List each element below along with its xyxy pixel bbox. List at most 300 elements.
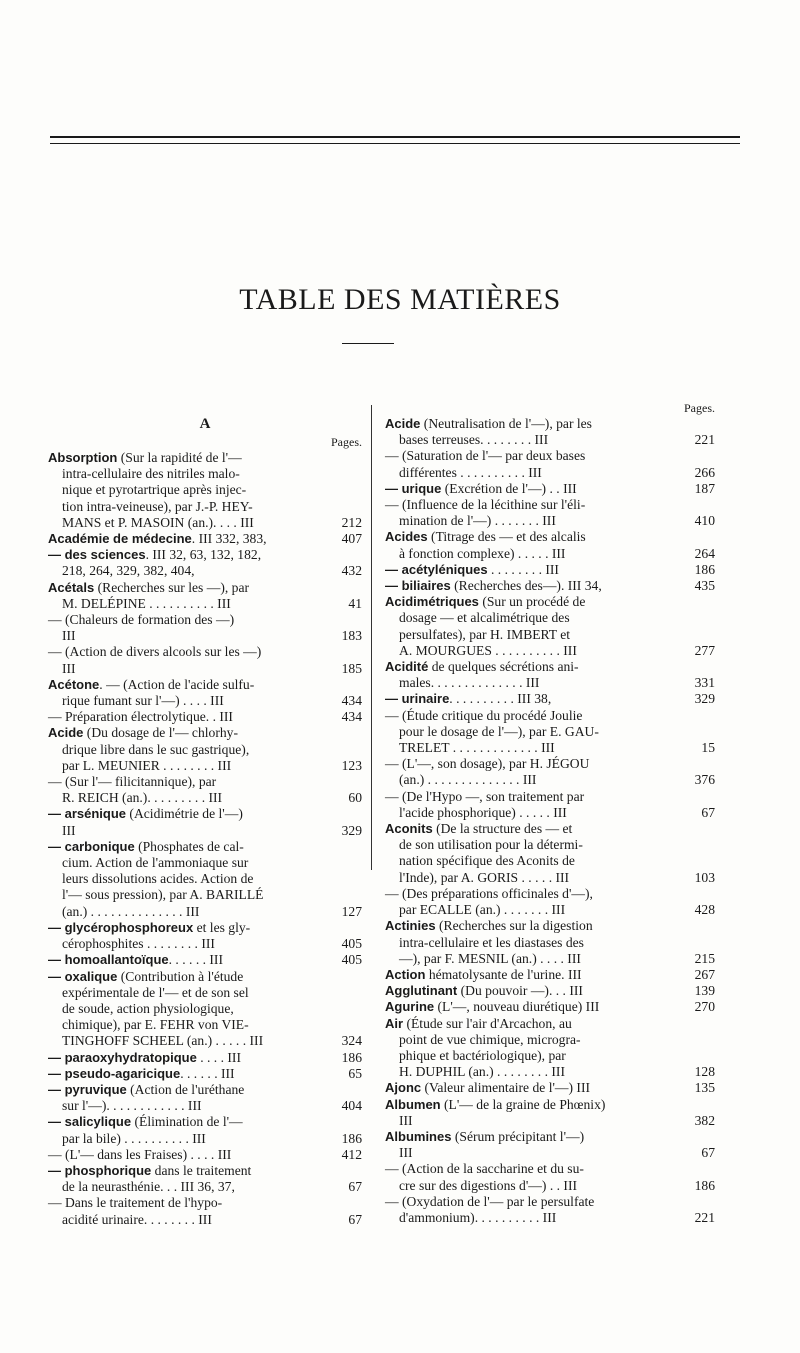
entry-text: phique et bactériologique), par xyxy=(399,1047,566,1063)
index-entry xyxy=(385,691,715,707)
entry-line xyxy=(48,952,310,968)
entry-text: intra-cellulaire des nitriles malo- xyxy=(62,466,240,482)
entry-text: III xyxy=(399,1112,413,1128)
page-number: 434 xyxy=(341,709,362,725)
entry-list xyxy=(385,416,715,1226)
index-entry xyxy=(385,562,715,578)
index-entry xyxy=(385,1194,715,1226)
entry-line xyxy=(385,481,663,497)
entry-text: (Recherches sur les —), par xyxy=(94,579,250,595)
entry-text: (Phosphates de cal- xyxy=(134,838,244,854)
page-number: 404 xyxy=(341,1098,362,1114)
entry-line xyxy=(48,742,310,758)
entry-line xyxy=(48,693,310,709)
entry-line xyxy=(48,904,310,920)
entry-line xyxy=(385,691,663,707)
index-entry xyxy=(48,1195,362,1227)
entry-text: (Sur la rapidité de l'— xyxy=(117,450,242,465)
entry-line xyxy=(385,1113,663,1129)
entry-text: TINGHOFF SCHEEL (an.) . . . . . III xyxy=(62,1033,264,1049)
entry-line xyxy=(48,1179,310,1195)
entry-text: de quelques sécrétions ani- xyxy=(428,659,579,675)
page-number: 67 xyxy=(348,1179,362,1195)
entry-text: III xyxy=(62,628,76,644)
index-entry xyxy=(385,594,715,659)
entry-line xyxy=(385,1032,663,1048)
index-entry xyxy=(385,497,715,529)
entry-text: —), par F. MESNIL (an.) . . . . III xyxy=(399,950,581,966)
entry-line xyxy=(385,983,663,999)
index-entry xyxy=(48,547,362,579)
entry-line xyxy=(385,935,663,951)
entry-line xyxy=(385,627,663,643)
entry-text: mination de l'—) . . . . . . . III xyxy=(399,513,556,529)
index-entry xyxy=(385,886,715,918)
index-entry xyxy=(48,450,362,531)
entry-text: TRELET . . . . . . . . . . . . . III xyxy=(399,740,555,756)
pages-header: Pages. xyxy=(684,401,715,415)
page-number: 67 xyxy=(701,804,715,820)
entry-text: par la bile) . . . . . . . . . . III xyxy=(62,1130,206,1146)
entry-line xyxy=(48,790,310,806)
index-entry xyxy=(385,1129,715,1161)
entry-text: . III 32, 63, 132, 182, xyxy=(145,547,262,563)
entry-line xyxy=(385,740,663,756)
entry-line xyxy=(48,1163,310,1179)
entry-keyword: Actinies xyxy=(385,918,436,934)
page-number: 331 xyxy=(694,675,715,691)
page-number: 135 xyxy=(694,1080,715,1096)
entry-text: — (Étude critique du procédé Joulie xyxy=(385,707,583,723)
page-number: 329 xyxy=(341,822,362,838)
entry-text: . . . . III xyxy=(196,1049,241,1065)
entry-text: et les gly- xyxy=(193,919,251,935)
title-underline xyxy=(342,343,394,344)
entry-keyword: Air xyxy=(385,1015,404,1031)
entry-line xyxy=(48,1066,310,1082)
entry-text: (Du pouvoir —). . . III xyxy=(457,983,583,999)
entry-line xyxy=(48,1033,310,1049)
index-entry xyxy=(48,1114,362,1146)
entry-keyword: — phosphorique xyxy=(48,1162,152,1178)
entry-keyword: — glycérophosphoreux xyxy=(48,919,194,935)
entry-text: III xyxy=(62,822,76,838)
entry-list xyxy=(48,450,362,1228)
entry-line xyxy=(385,659,663,675)
entry-line xyxy=(385,546,663,562)
page-number: 221 xyxy=(694,1209,715,1225)
index-entry xyxy=(385,999,715,1015)
index-entry xyxy=(385,967,715,983)
entry-line xyxy=(48,806,310,822)
entry-line xyxy=(48,1131,310,1147)
index-entry xyxy=(385,756,715,788)
entry-text: cium. Action de l'ammoniaque sur xyxy=(62,855,249,871)
entry-text: (Recherches sur la digestion xyxy=(435,918,593,934)
entry-text: — (L'— dans les Fraises) . . . . III xyxy=(48,1146,232,1162)
entry-line xyxy=(385,708,663,724)
entry-line xyxy=(385,594,663,610)
entry-line xyxy=(48,661,310,677)
entry-keyword: Acide xyxy=(48,725,84,741)
entry-text: R. REICH (an.). . . . . . . . . III xyxy=(62,790,223,806)
page-number: 405 xyxy=(341,936,362,952)
entry-line xyxy=(385,886,663,902)
entry-line xyxy=(385,513,663,529)
entry-line xyxy=(48,628,310,644)
entry-line xyxy=(48,871,310,887)
entry-line xyxy=(385,643,663,659)
entry-line xyxy=(385,1145,663,1161)
entry-line xyxy=(385,1097,663,1113)
entry-text: (Excrétion de l'—) . . III xyxy=(441,480,577,496)
entry-text: . . . . . . III xyxy=(168,952,223,968)
entry-keyword: — pseudo-agaricique xyxy=(48,1065,181,1081)
entry-text: — (L'—, son dosage), par H. JÉGOU xyxy=(385,756,590,772)
entry-text: (Recherches des—). III 34, xyxy=(450,578,602,594)
entry-text: tion intra-veineuse), par J.-P. HEY- xyxy=(62,498,253,514)
entry-text: (Du dosage de l'— chlorhy- xyxy=(83,725,238,741)
page-number: 432 xyxy=(341,563,362,579)
entry-text: (Élimination de l'— xyxy=(131,1114,243,1130)
entry-line xyxy=(385,999,663,1015)
page-number: 139 xyxy=(694,983,715,999)
entry-text: sur l'—). . . . . . . . . . . . III xyxy=(62,1098,202,1114)
entry-text: à fonction complexe) . . . . . III xyxy=(399,545,566,561)
page-number: 221 xyxy=(694,432,715,448)
entry-text: nation spécifique des Aconits de xyxy=(399,853,575,869)
entry-text: . III 332, 383, xyxy=(191,531,267,547)
section-letter: A xyxy=(199,416,211,432)
page-number: 382 xyxy=(694,1112,715,1128)
page-number: 412 xyxy=(341,1146,362,1162)
entry-text: MANS et P. MASOIN (an.). . . . III xyxy=(62,514,254,530)
entry-keyword: Acétone xyxy=(48,676,100,692)
entry-line xyxy=(48,774,310,790)
entry-text: leurs dissolutions acides. Action de xyxy=(62,871,254,887)
entry-text: l'Inde), par A. GORIS . . . . . III xyxy=(399,869,570,885)
page-number: 434 xyxy=(341,693,362,709)
entry-line xyxy=(48,1212,310,1228)
page-number: 215 xyxy=(694,950,715,966)
page-number: 376 xyxy=(694,772,715,788)
index-entry xyxy=(385,578,715,594)
entry-text: — (De l'Hypo —, son traitement par xyxy=(385,788,585,804)
page-number: 186 xyxy=(694,561,715,577)
entry-line xyxy=(48,1147,310,1163)
entry-line xyxy=(48,758,310,774)
entry-text: (Contribution à l'étude xyxy=(117,968,244,984)
entry-keyword: Ajonc xyxy=(385,1080,422,1096)
index-entry xyxy=(385,1016,715,1081)
page-number: 183 xyxy=(341,628,362,644)
entry-keyword: Albumen xyxy=(385,1096,441,1112)
entry-keyword: — biliaires xyxy=(385,578,451,594)
index-entry xyxy=(385,481,715,497)
entry-line xyxy=(48,920,310,936)
entry-keyword: Absorption xyxy=(48,450,118,465)
entry-text: cre sur des digestions d'—) . . III xyxy=(399,1177,577,1193)
entry-keyword: — des sciences xyxy=(48,547,146,563)
entry-text: — Dans le traitement de l'hypo- xyxy=(48,1195,223,1211)
entry-text: (De la structure des — et xyxy=(432,821,573,837)
page-number: 212 xyxy=(341,514,362,530)
entry-line xyxy=(48,1082,310,1098)
page-number: 266 xyxy=(694,464,715,480)
entry-line xyxy=(48,725,310,741)
entry-text: . — (Action de l'acide sulfu- xyxy=(99,676,255,692)
index-entry xyxy=(48,531,362,547)
entry-text: (Titrage des — et des alcalis xyxy=(427,529,586,545)
entry-line xyxy=(48,823,310,839)
column-divider xyxy=(371,405,372,870)
entry-line xyxy=(48,547,310,563)
entry-text: hématolysante de l'urine. III xyxy=(425,966,582,982)
entry-line xyxy=(48,563,310,579)
entry-line xyxy=(385,853,663,869)
index-entry xyxy=(48,806,362,838)
entry-text: dosage — et alcalimétrique des xyxy=(399,610,570,626)
page-number: 185 xyxy=(341,660,362,676)
index-entry xyxy=(48,969,362,1050)
entry-text: III xyxy=(399,1145,413,1161)
top-rule-thin xyxy=(50,143,740,144)
entry-line xyxy=(385,1194,663,1210)
entry-line xyxy=(48,531,310,547)
index-entry xyxy=(385,659,715,691)
entry-text: nique et pyrotartrique après injec- xyxy=(62,482,247,498)
entry-line xyxy=(385,1016,663,1032)
entry-line xyxy=(385,529,663,545)
entry-keyword: Albumines xyxy=(385,1128,452,1144)
entry-line xyxy=(48,612,310,628)
entry-line xyxy=(385,967,663,983)
entry-text: de la neurasthénie. . . III 36, 37, xyxy=(62,1179,235,1195)
entry-text: (Neutralisation de l'—), par les xyxy=(420,416,592,431)
page-number: 123 xyxy=(341,757,362,773)
index-entry xyxy=(385,416,715,448)
entry-text: (L'— de la graine de Phœnix) xyxy=(440,1096,606,1112)
entry-text: A. MOURGUES . . . . . . . . . . III xyxy=(399,642,577,658)
index-entry xyxy=(48,1050,362,1066)
entry-keyword: — homoallantoïque xyxy=(48,952,169,968)
entry-text: dans le traitement xyxy=(151,1162,252,1178)
top-rule xyxy=(50,136,740,138)
entry-text: acidité urinaire. . . . . . . . III xyxy=(62,1211,212,1227)
entry-keyword: — pyruvique xyxy=(48,1081,127,1097)
entry-keyword: — urinaire xyxy=(385,691,450,707)
entry-text: intra-cellulaire et les diastases des xyxy=(399,934,584,950)
entry-line xyxy=(385,1161,663,1177)
index-entry xyxy=(385,1097,715,1129)
entry-line xyxy=(48,1114,310,1130)
page-number: 187 xyxy=(694,480,715,496)
entry-line xyxy=(385,837,663,853)
page-number: 428 xyxy=(694,902,715,918)
pages-header: Pages. xyxy=(331,435,362,449)
entry-line xyxy=(48,499,310,515)
entry-text: III xyxy=(62,660,76,676)
entry-text: point de vue chimique, microgra- xyxy=(399,1031,581,1047)
index-entry xyxy=(48,612,362,644)
page-number: 410 xyxy=(694,513,715,529)
index-entry xyxy=(48,580,362,612)
entry-text: (Étude sur l'air d'Arcachon, au xyxy=(403,1015,572,1031)
entry-keyword: Aconits xyxy=(385,821,433,837)
entry-keyword: — arsénique xyxy=(48,806,127,822)
entry-line xyxy=(385,772,663,788)
entry-line xyxy=(385,1178,663,1194)
entry-text: — (Oxydation de l'— par le persulfate xyxy=(385,1193,595,1209)
entry-keyword: — carbonique xyxy=(48,838,135,854)
page-number: 435 xyxy=(694,578,715,594)
entry-line xyxy=(385,497,663,513)
entry-line xyxy=(385,902,663,918)
entry-text: . . . . . . III xyxy=(180,1065,235,1081)
entry-line xyxy=(385,1064,663,1080)
entry-text: drique libre dans le suc gastrique), xyxy=(62,741,250,757)
entry-text: (Sérum précipitant l'—) xyxy=(451,1128,585,1144)
index-entry xyxy=(48,677,362,709)
entry-line xyxy=(385,448,663,464)
entry-line xyxy=(385,1210,663,1226)
page-number: 41 xyxy=(348,595,362,611)
entry-text: cérophosphites . . . . . . . . III xyxy=(62,936,215,952)
entry-line xyxy=(385,951,663,967)
entry-line xyxy=(48,450,310,466)
entry-line xyxy=(385,675,663,691)
entry-text: — (Action de divers alcools sur les —) xyxy=(48,644,262,660)
entry-text: (an.) . . . . . . . . . . . . . . III xyxy=(62,903,200,919)
page-title: TABLE DES MATIÈRES xyxy=(239,283,561,316)
right-column xyxy=(385,400,715,1226)
entry-line xyxy=(48,1001,310,1017)
index-entry xyxy=(48,709,362,725)
entry-line xyxy=(385,432,663,448)
page-number: 267 xyxy=(694,966,715,982)
index-entry xyxy=(385,1080,715,1096)
entry-keyword: Acides xyxy=(385,529,428,545)
entry-text: 218, 264, 329, 382, 404, xyxy=(62,563,195,579)
entry-line xyxy=(385,1048,663,1064)
entry-keyword: — acétyléniques xyxy=(385,561,488,577)
entry-line xyxy=(48,1050,310,1066)
entry-text: — (Sur l'— filicitannique), par xyxy=(48,774,217,790)
entry-line xyxy=(385,756,663,772)
entry-line xyxy=(48,985,310,1001)
index-entry xyxy=(385,789,715,821)
index-entry xyxy=(48,774,362,806)
entry-text: — (Chaleurs de formation des —) xyxy=(48,612,235,628)
page-number: 277 xyxy=(694,642,715,658)
page-number: 128 xyxy=(694,1064,715,1080)
entry-text: — (Influence de la lécithine sur l'éli- xyxy=(385,497,586,513)
entry-text: pour le dosage de l'—), par E. GAU- xyxy=(399,723,599,739)
entry-line xyxy=(48,1098,310,1114)
entry-text: (L'—, nouveau diurétique) III xyxy=(434,999,600,1015)
index-entry xyxy=(385,821,715,886)
entry-text: de soude, action physiologique, xyxy=(62,1000,234,1016)
entry-text: expérimentale de l'— et de son sel xyxy=(62,984,249,1000)
entry-line xyxy=(48,1017,310,1033)
entry-line xyxy=(48,515,310,531)
page-number: 186 xyxy=(341,1130,362,1146)
page-number: 186 xyxy=(341,1049,362,1065)
entry-keyword: Action xyxy=(385,966,426,982)
index-entry xyxy=(385,918,715,967)
entry-text: (an.) . . . . . . . . . . . . . . III xyxy=(399,772,537,788)
page-number: 67 xyxy=(701,1145,715,1161)
entry-line xyxy=(48,969,310,985)
entry-text: H. DUPHIL (an.) . . . . . . . . III xyxy=(399,1064,565,1080)
page-number: 264 xyxy=(694,545,715,561)
entry-text: (Acidimétrie de l'—) xyxy=(126,806,243,822)
entry-text: l'— sous pression), par A. BARILLÉ xyxy=(62,887,264,903)
entry-text: . . . . . . . . . . III 38, xyxy=(449,691,552,707)
entry-text: — (Action de la saccharine et du su- xyxy=(385,1161,584,1177)
entry-keyword: Acidité xyxy=(385,659,429,675)
entry-line xyxy=(385,465,663,481)
page-number: 65 xyxy=(348,1065,362,1081)
entry-keyword: — oxalique xyxy=(48,968,118,984)
page-number: 67 xyxy=(348,1211,362,1227)
entry-line xyxy=(385,805,663,821)
index-entry xyxy=(385,708,715,757)
entry-text: — (Saturation de l'— par deux bases xyxy=(385,448,586,464)
entry-line xyxy=(385,870,663,886)
page-number: 60 xyxy=(348,790,362,806)
entry-text: — Préparation électrolytique. . III xyxy=(48,709,233,725)
entry-line xyxy=(385,789,663,805)
page-number: 186 xyxy=(694,1177,715,1193)
entry-text: par ECALLE (an.) . . . . . . . III xyxy=(399,902,566,918)
entry-line xyxy=(48,709,310,725)
entry-line xyxy=(385,416,663,432)
entry-line xyxy=(385,1080,663,1096)
entry-text: (Action de l'uréthane xyxy=(126,1081,245,1097)
entry-keyword: — paraoxyhydratopique xyxy=(48,1049,197,1065)
index-entry xyxy=(48,839,362,920)
entry-text: rique fumant sur l'—) . . . . III xyxy=(62,693,224,709)
entry-keyword: Académie de médecine xyxy=(48,531,192,547)
index-entry xyxy=(385,448,715,480)
entry-keyword: — salicylique xyxy=(48,1114,132,1130)
entry-line xyxy=(48,596,310,612)
entry-line xyxy=(385,918,663,934)
entry-line xyxy=(48,466,310,482)
entry-line xyxy=(48,1195,310,1211)
entry-text: — (Des préparations officinales d'—), xyxy=(385,885,593,901)
index-entry xyxy=(48,920,362,952)
index-entry xyxy=(48,952,362,968)
entry-line xyxy=(385,821,663,837)
entry-text: de son utilisation pour la détermi- xyxy=(399,837,583,853)
entry-line xyxy=(48,580,310,596)
entry-text: l'acide phosphorique) . . . . . III xyxy=(399,804,567,820)
page-number: 15 xyxy=(701,740,715,756)
index-entry xyxy=(48,1082,362,1114)
entry-text: . . . . . . . . III xyxy=(487,561,559,577)
index-entry xyxy=(48,1163,362,1195)
entry-text: (Valeur alimentaire de l'—) III xyxy=(421,1080,591,1096)
page-number: 329 xyxy=(694,691,715,707)
entry-line xyxy=(385,1129,663,1145)
entry-text: males. . . . . . . . . . . . . . III xyxy=(399,675,540,691)
index-entry xyxy=(48,1066,362,1082)
index-entry xyxy=(385,1161,715,1193)
entry-text: M. DELÉPINE . . . . . . . . . . III xyxy=(62,595,231,611)
index-entry xyxy=(48,725,362,774)
